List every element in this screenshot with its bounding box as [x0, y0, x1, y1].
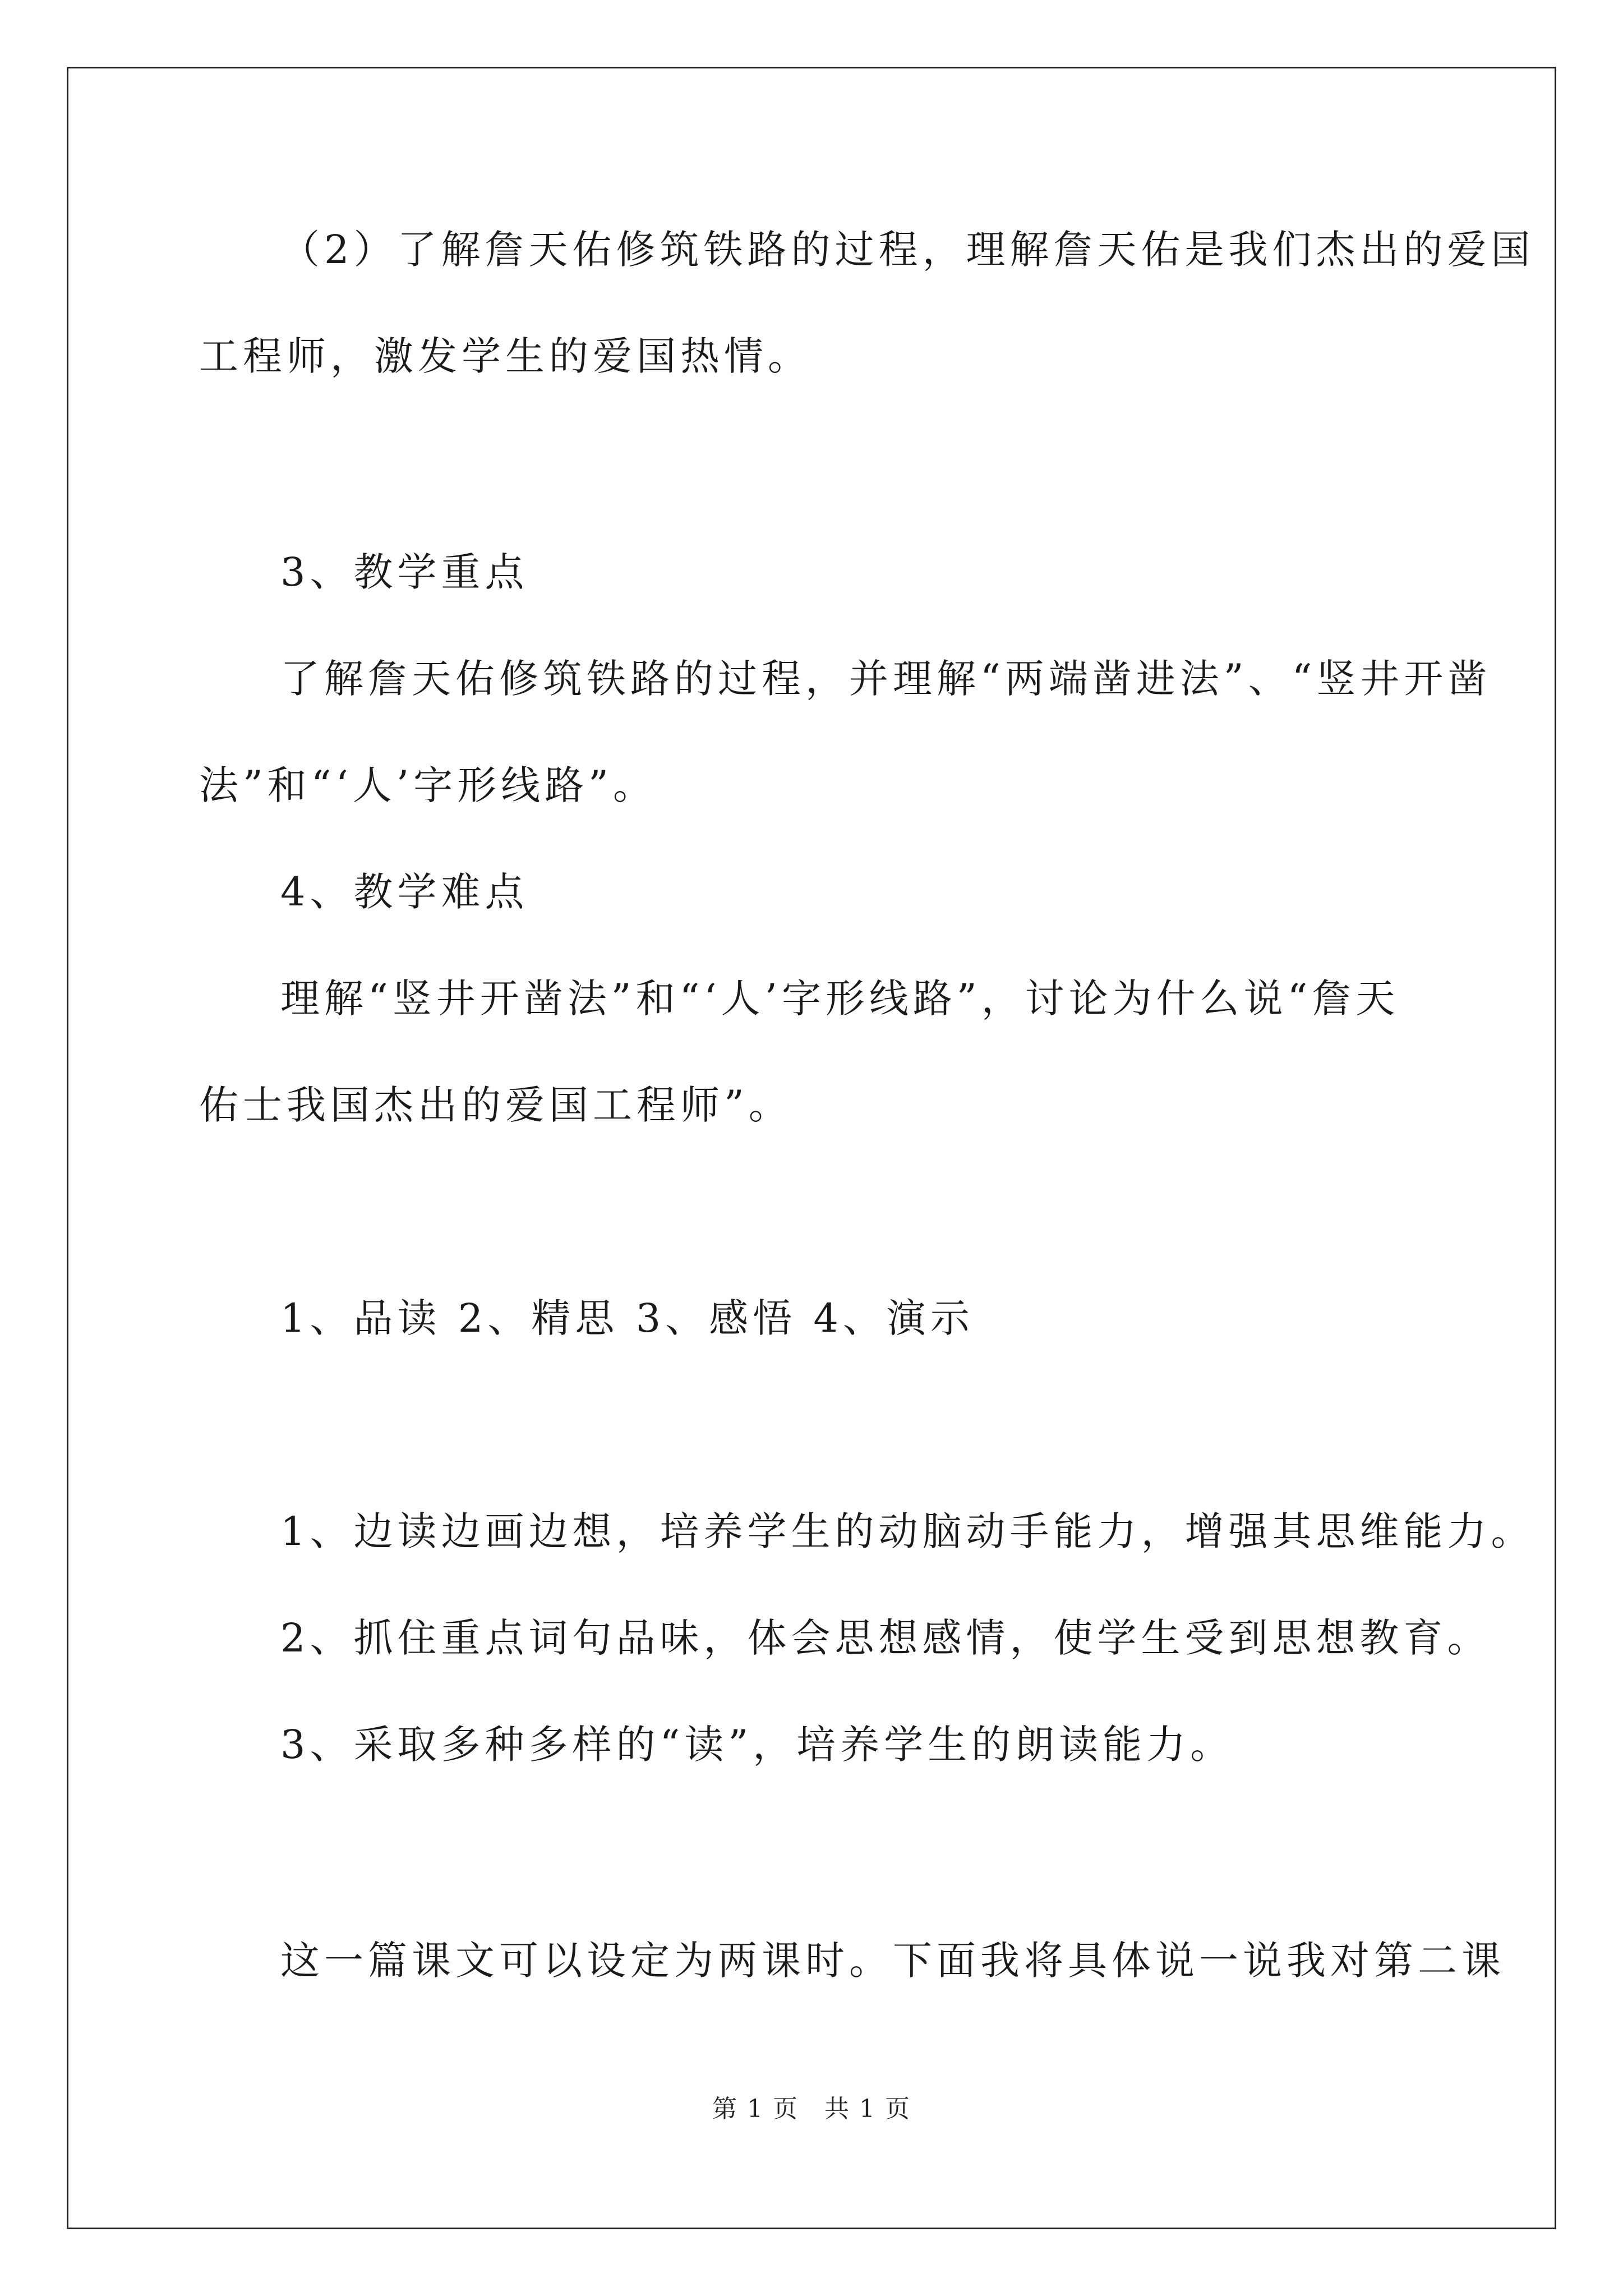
paragraph-line: （2）了解詹天佑修筑铁路的过程，理解詹天佑是我们杰出的爱国	[280, 227, 1535, 273]
list-item: 1、边读边画边想，培养学生的动脑动手能力，增强其思维能力。	[280, 1508, 1535, 1554]
list-item: 3、采取多种多样的“读”，培养学生的朗读能力。	[280, 1722, 1234, 1768]
paragraph-line: 理解“竖井开凿法”和“‘人’字形线路”，讨论为什么说“詹天	[280, 976, 1400, 1022]
list-item: 2、抓住重点词句品味，体会思想感情，使学生受到思想教育。	[280, 1615, 1491, 1661]
page-number-footer: 第 1 页 共 1 页	[712, 2095, 911, 2123]
section-heading-teaching-difficulty: 4、教学难点	[280, 869, 529, 915]
paragraph-line: 工程师，激发学生的爱国热情。	[199, 333, 811, 379]
method-list: 1、品读 2、精思 3、感悟 4、演示	[280, 1295, 974, 1341]
paragraph-line: 这一篇课文可以设定为两课时。下面我将具体说一说我对第二课	[280, 1938, 1505, 1984]
page-border	[67, 67, 1556, 2229]
paragraph-line: 佑士我国杰出的爱国工程师”。	[199, 1082, 792, 1128]
section-heading-teaching-focus: 3、教学重点	[280, 549, 529, 595]
paragraph-line: 了解詹天佑修筑铁路的过程，并理解“两端凿进法”、“竖井开凿	[280, 656, 1492, 702]
paragraph-line: 法”和“‘人’字形线路”。	[199, 762, 657, 808]
